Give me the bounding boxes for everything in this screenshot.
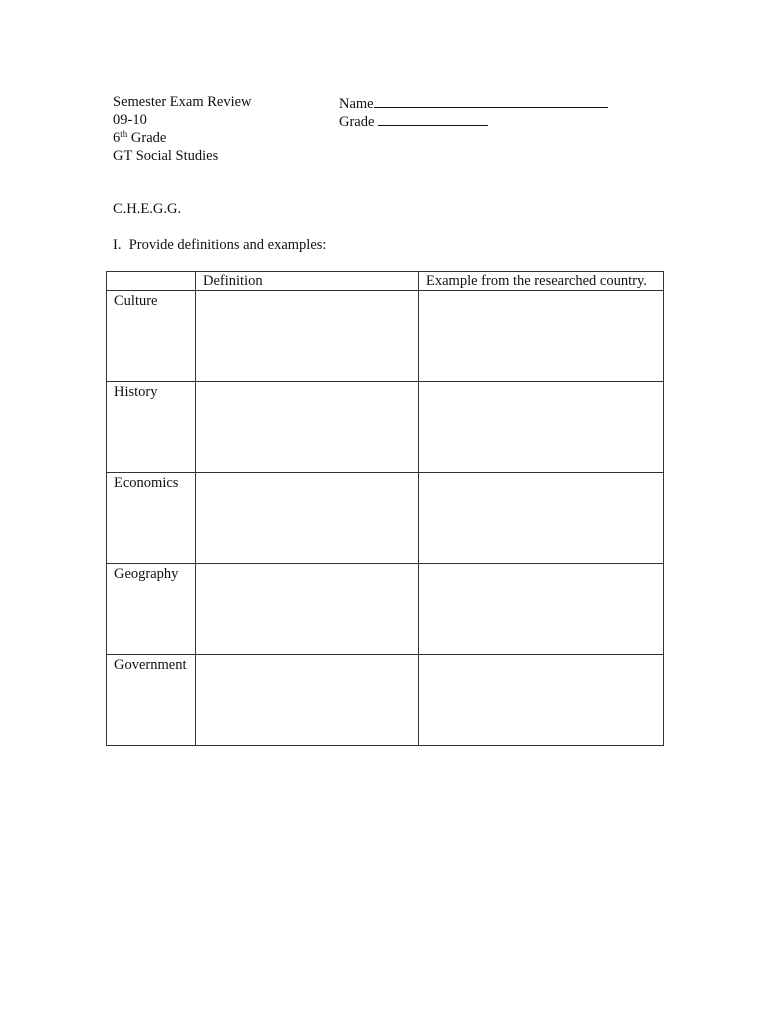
example-cell[interactable]: [419, 291, 664, 382]
review-table: [106, 271, 664, 746]
grade-word: Grade: [130, 130, 167, 146]
table-row: [107, 564, 664, 655]
term-history: History: [107, 382, 196, 473]
grade-level: [113, 129, 166, 147]
header-example: Example from the researched country.: [419, 272, 664, 291]
table-row: [107, 655, 664, 746]
table-row: [107, 473, 664, 564]
definition-cell[interactable]: [196, 564, 419, 655]
term-culture: Culture: [107, 291, 196, 382]
table-row: [107, 291, 664, 382]
definition-cell[interactable]: [196, 291, 419, 382]
grade-label: Grade: [339, 114, 375, 130]
example-cell[interactable]: [419, 564, 664, 655]
table-row: [107, 382, 664, 473]
example-cell[interactable]: [419, 382, 664, 473]
definition-cell[interactable]: [196, 382, 419, 473]
acronym: C.H.E.G.G.: [113, 201, 182, 217]
definition-cell[interactable]: [196, 655, 419, 746]
term-economics: Economics: [107, 473, 196, 564]
grade-blank[interactable]: [378, 111, 488, 126]
header-blank-cell: [107, 272, 196, 291]
name-label: Name: [339, 96, 374, 112]
name-field: [339, 93, 608, 113]
term-government: Government: [107, 655, 196, 746]
example-cell[interactable]: [419, 655, 664, 746]
header-definition: Definition: [196, 272, 419, 291]
definition-cell[interactable]: [196, 473, 419, 564]
section-instruction: I. Provide definitions and examples:: [113, 237, 327, 253]
grade-number: 6: [113, 130, 121, 146]
table-header-row: [107, 272, 664, 291]
exam-title: Semester Exam Review: [113, 94, 252, 110]
grade-suffix: th: [120, 129, 128, 139]
course-name: GT Social Studies: [113, 148, 219, 164]
grade-field: [339, 111, 488, 131]
example-cell[interactable]: [419, 473, 664, 564]
school-year: 09-10: [113, 112, 147, 128]
term-geography: Geography: [107, 564, 196, 655]
name-blank[interactable]: [374, 93, 608, 108]
